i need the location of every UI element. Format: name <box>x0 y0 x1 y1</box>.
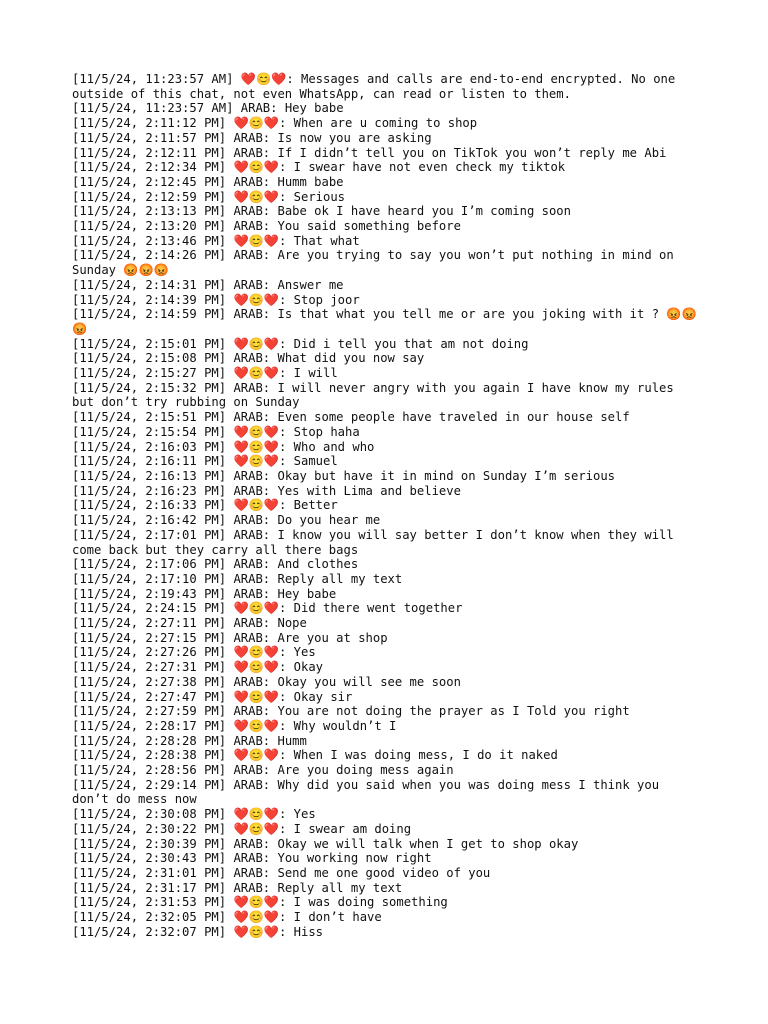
chat-message: [11/5/24, 2:11:57 PM] ARAB: Is now you are asking <box>72 130 432 145</box>
chat-message: [11/5/24, 2:12:59 PM] ❤️😊❤️: Serious <box>72 189 346 204</box>
message-text: Hey babe <box>284 101 344 116</box>
message-timestamp: [11/5/24, 2:27:26 PM] <box>72 645 227 660</box>
chat-message: [11/5/24, 2:17:06 PM] ARAB: And clothes <box>72 557 359 572</box>
chat-message: [11/5/24, 2:30:43 PM] ARAB: You working now right <box>72 851 432 866</box>
message-sender: ❤️😊❤️ <box>233 424 279 439</box>
message-timestamp: [11/5/24, 2:14:26 PM] <box>72 248 227 263</box>
chat-message: [11/5/24, 2:14:31 PM] ARAB: Answer me <box>72 277 344 292</box>
chat-message: [11/5/24, 2:27:38 PM] ARAB: Okay you will see me soon <box>72 674 461 689</box>
message-text: Humm babe <box>277 174 344 189</box>
message-sender: ARAB <box>233 865 263 880</box>
message-text: Nope <box>277 616 307 631</box>
chat-message: [11/5/24, 11:23:57 AM] ARAB: Hey babe <box>72 101 344 116</box>
chat-message: [11/5/24, 2:28:56 PM] ARAB: Are you doing mess again <box>72 763 454 778</box>
message-sender: ARAB <box>233 527 263 542</box>
chat-message: [11/5/24, 2:16:03 PM] ❤️😊❤️: Who and who <box>72 439 375 454</box>
chat-message: [11/5/24, 2:15:51 PM] ARAB: Even some people have traveled in our house self <box>72 410 630 425</box>
message-sender: ❤️😊❤️ <box>240 72 287 86</box>
chat-message: [11/5/24, 2:28:28 PM] ARAB: Humm <box>72 733 307 748</box>
chat-message: [11/5/24, 2:31:53 PM] ❤️😊❤️: I was doing something <box>72 895 448 910</box>
message-text: Yes <box>293 807 316 822</box>
chat-message: [11/5/24, 2:27:26 PM] ❤️😊❤️: Yes <box>72 645 316 660</box>
chat-message: [11/5/24, 11:23:57 AM] ❤️😊❤️: Messages and calls are end-to-end encrypted. No one outside of this chat, not even WhatsApp, can read or listen to them. <box>72 72 683 101</box>
chat-message: [11/5/24, 2:32:07 PM] ❤️😊❤️: Hiss <box>72 924 324 939</box>
message-sender: ❤️😊❤️ <box>233 910 279 925</box>
message-text: Babe ok I have heard you I’m coming soon <box>277 204 571 219</box>
message-timestamp: [11/5/24, 2:30:39 PM] <box>72 836 227 851</box>
message-sender: ❤️😊❤️ <box>233 821 279 836</box>
message-timestamp: [11/5/24, 2:31:17 PM] <box>72 880 227 895</box>
message-text: Okay <box>293 660 324 675</box>
message-text: Are you doing mess again <box>277 763 454 778</box>
chat-message: [11/5/24, 2:16:42 PM] ARAB: Do you hear me <box>72 513 381 528</box>
chat-message: [11/5/24, 2:14:59 PM] ARAB: Is that what you tell me or are you joking with it ? 😡😡😡 <box>72 307 697 336</box>
message-sender: ARAB <box>233 277 263 292</box>
message-text: Even some people have traveled in our house self <box>277 410 630 425</box>
message-timestamp: [11/5/24, 2:19:43 PM] <box>72 586 227 601</box>
message-timestamp: [11/5/24, 2:16:23 PM] <box>72 483 227 498</box>
message-timestamp: [11/5/24, 2:29:14 PM] <box>72 777 227 792</box>
message-timestamp: [11/5/24, 2:24:15 PM] <box>72 601 227 616</box>
message-sender: ❤️😊❤️ <box>233 601 279 616</box>
message-timestamp: [11/5/24, 2:28:28 PM] <box>72 733 227 748</box>
message-sender: ❤️😊❤️ <box>233 498 279 513</box>
message-sender: ❤️😊❤️ <box>233 336 279 351</box>
message-text: Send me one good video of you <box>277 865 491 880</box>
message-timestamp: [11/5/24, 2:17:10 PM] <box>72 571 227 586</box>
message-sender: ARAB <box>233 351 263 366</box>
message-timestamp: [11/5/24, 2:31:53 PM] <box>72 895 227 910</box>
chat-message: [11/5/24, 2:17:01 PM] ARAB: I know you will say better I don’t know when they will come back but they carry all there bags <box>72 527 682 557</box>
chat-message: [11/5/24, 2:17:10 PM] ARAB: Reply all my text <box>72 571 403 586</box>
chat-message: [11/5/24, 2:31:01 PM] ARAB: Send me one good video of you <box>72 865 491 880</box>
chat-message: [11/5/24, 2:30:22 PM] ❤️😊❤️: I swear am doing <box>72 821 412 836</box>
message-text: I will <box>293 366 338 381</box>
message-timestamp: [11/5/24, 2:30:43 PM] <box>72 851 227 866</box>
message-timestamp: [11/5/24, 2:27:47 PM] <box>72 689 227 704</box>
message-sender: ❤️😊❤️ <box>233 454 279 469</box>
message-timestamp: [11/5/24, 2:17:06 PM] <box>72 557 227 572</box>
message-text: Stop haha <box>293 424 360 439</box>
message-text: What did you now say <box>277 351 425 366</box>
message-sender: ❤️😊❤️ <box>233 160 279 175</box>
message-sender: ARAB <box>233 513 263 528</box>
message-sender: ARAB <box>233 704 263 719</box>
message-timestamp: [11/5/24, 2:16:03 PM] <box>72 439 227 454</box>
chat-message: [11/5/24, 2:27:11 PM] ARAB: Nope <box>72 616 307 631</box>
chat-message: [11/5/24, 2:30:39 PM] ARAB: Okay we will talk when I get to shop okay <box>72 836 579 851</box>
message-text: If I didn’t tell you on TikTok you won’t reply me Abi <box>277 145 667 160</box>
chat-message: [11/5/24, 2:12:11 PM] ARAB: If I didn’t tell you on TikTok you won’t reply me Abi <box>72 145 667 160</box>
message-sender: ARAB <box>233 204 263 219</box>
message-timestamp: [11/5/24, 2:27:15 PM] <box>72 630 227 645</box>
chat-message: [11/5/24, 2:27:59 PM] ARAB: You are not doing the prayer as I Told you right <box>72 704 630 719</box>
message-text: I swear am doing <box>293 821 412 836</box>
message-sender: ❤️😊❤️ <box>233 748 279 763</box>
message-timestamp: [11/5/24, 2:16:13 PM] <box>72 468 227 483</box>
message-text: Yes with Lima and believe <box>277 483 461 498</box>
message-sender: ARAB <box>233 410 263 425</box>
message-sender: ARAB <box>233 733 263 748</box>
chat-message: [11/5/24, 2:12:34 PM] ❤️😊❤️: I swear have not even check my tiktok <box>72 160 566 175</box>
chat-transcript <box>72 72 697 939</box>
message-timestamp: [11/5/24, 2:12:45 PM] <box>72 174 227 189</box>
chat-message: [11/5/24, 2:24:15 PM] ❤️😊❤️: Did there went together <box>72 601 463 616</box>
message-text: Is now you are asking <box>277 130 432 145</box>
message-text: Okay but have it in mind on Sunday I’m serious <box>277 468 616 483</box>
message-sender: ARAB <box>233 468 263 483</box>
message-text: Did there went together <box>293 601 463 616</box>
chat-message: [11/5/24, 2:15:08 PM] ARAB: What did you now say <box>72 351 425 366</box>
message-sender: ARAB <box>233 483 263 498</box>
chat-message: [11/5/24, 2:30:08 PM] ❤️😊❤️: Yes <box>72 807 316 822</box>
message-text: Reply all my text <box>277 880 403 895</box>
message-text: Okay you will see me soon <box>277 674 461 689</box>
message-timestamp: [11/5/24, 2:16:33 PM] <box>72 498 227 513</box>
message-timestamp: [11/5/24, 2:13:13 PM] <box>72 204 227 219</box>
chat-message: [11/5/24, 2:16:13 PM] ARAB: Okay but have it in mind on Sunday I’m serious <box>72 468 616 483</box>
chat-message: [11/5/24, 2:29:14 PM] ARAB: Why did you said when you was doing mess I think you don’t do mess now <box>72 777 667 807</box>
message-sender: ❤️😊❤️ <box>233 807 279 822</box>
message-text: Is that what you tell me or are you joking with it ? 😡😡😡 <box>72 307 697 336</box>
message-timestamp: [11/5/24, 2:15:01 PM] <box>72 336 227 351</box>
message-text: Why did you said when you was doing mess I think you don’t do mess now <box>72 777 667 807</box>
message-timestamp: [11/5/24, 2:15:54 PM] <box>72 424 227 439</box>
message-text: Reply all my text <box>277 571 403 586</box>
message-sender: ARAB <box>233 616 263 631</box>
message-sender: ARAB <box>233 674 263 689</box>
message-text: That what <box>293 233 360 248</box>
message-text: Messages and calls are end-to-end encrypted. No one outside of this chat, not even WhatsApp, can read or listen to them. <box>72 72 683 101</box>
message-timestamp: [11/5/24, 2:16:42 PM] <box>72 513 227 528</box>
message-text: I don’t have <box>293 910 382 925</box>
message-text: Okay sir <box>293 689 353 704</box>
message-timestamp: [11/5/24, 2:14:59 PM] <box>72 307 227 322</box>
message-sender: ARAB <box>233 763 263 778</box>
message-sender: ❤️😊❤️ <box>233 189 279 204</box>
message-text: Yes <box>293 645 316 660</box>
message-sender: ARAB <box>233 777 263 792</box>
message-text: Did i tell you that am not doing <box>293 336 529 351</box>
message-text: I swear have not even check my tiktok <box>293 160 566 175</box>
message-text: When I was doing mess, I do it naked <box>293 748 558 763</box>
message-sender: ❤️😊❤️ <box>233 439 279 454</box>
message-text: Hiss <box>293 924 324 939</box>
chat-message: [11/5/24, 2:11:12 PM] ❤️😊❤️: When are u coming to shop <box>72 116 478 131</box>
message-sender: ARAB <box>233 836 263 851</box>
message-text: I know you will say better I don’t know when they will come back but they carry all there bags <box>72 527 682 557</box>
message-sender: ❤️😊❤️ <box>233 233 279 248</box>
message-timestamp: [11/5/24, 2:28:38 PM] <box>72 748 227 763</box>
message-sender: ARAB <box>233 130 263 145</box>
message-timestamp: [11/5/24, 11:23:57 AM] <box>72 72 234 86</box>
chat-message: [11/5/24, 2:13:13 PM] ARAB: Babe ok I have heard you I’m coming soon <box>72 204 571 219</box>
chat-message: [11/5/24, 2:13:20 PM] ARAB: You said something before <box>72 219 461 234</box>
message-timestamp: [11/5/24, 2:15:08 PM] <box>72 351 227 366</box>
chat-message: [11/5/24, 2:12:45 PM] ARAB: Humm babe <box>72 174 344 189</box>
message-text: Serious <box>293 189 346 204</box>
message-sender: ❤️😊❤️ <box>233 292 279 307</box>
message-timestamp: [11/5/24, 2:11:12 PM] <box>72 116 227 131</box>
message-text: Hey babe <box>277 586 337 601</box>
message-timestamp: [11/5/24, 2:13:20 PM] <box>72 219 227 234</box>
message-sender: ARAB <box>233 851 263 866</box>
chat-message: [11/5/24, 2:28:38 PM] ❤️😊❤️: When I was doing mess, I do it naked <box>72 748 558 763</box>
message-text: You said something before <box>277 219 461 234</box>
message-sender: ARAB <box>233 380 263 395</box>
message-timestamp: [11/5/24, 2:12:11 PM] <box>72 145 227 160</box>
message-text: You are not doing the prayer as I Told you right <box>277 704 630 719</box>
message-timestamp: [11/5/24, 2:15:32 PM] <box>72 380 227 395</box>
message-text: Okay we will talk when I get to shop okay <box>277 836 579 851</box>
message-timestamp: [11/5/24, 2:16:11 PM] <box>72 454 227 469</box>
message-timestamp: [11/5/24, 2:12:59 PM] <box>72 189 227 204</box>
chat-message: [11/5/24, 2:27:47 PM] ❤️😊❤️: Okay sir <box>72 689 353 704</box>
message-timestamp: [11/5/24, 2:17:01 PM] <box>72 527 227 542</box>
chat-message: [11/5/24, 2:27:15 PM] ARAB: Are you at shop <box>72 630 388 645</box>
message-text: I will never angry with you again I have know my rules but don’t try rubbing on Sunday <box>72 380 682 410</box>
message-sender: ARAB <box>233 248 263 263</box>
message-timestamp: [11/5/24, 2:12:34 PM] <box>72 160 227 175</box>
chat-message: [11/5/24, 2:16:23 PM] ARAB: Yes with Lima and believe <box>72 483 461 498</box>
message-timestamp: [11/5/24, 2:15:51 PM] <box>72 410 227 425</box>
message-sender: ❤️😊❤️ <box>233 895 279 910</box>
message-timestamp: [11/5/24, 2:27:38 PM] <box>72 674 227 689</box>
message-text: And clothes <box>277 557 359 572</box>
message-text: Better <box>293 498 338 513</box>
message-sender: ARAB <box>233 571 263 586</box>
message-timestamp: [11/5/24, 2:30:22 PM] <box>72 821 227 836</box>
message-timestamp: [11/5/24, 2:11:57 PM] <box>72 130 227 145</box>
chat-message: [11/5/24, 2:15:32 PM] ARAB: I will never angry with you again I have know my rules but don’t try rubbing on Sunday <box>72 380 682 410</box>
message-timestamp: [11/5/24, 2:13:46 PM] <box>72 233 227 248</box>
chat-message: [11/5/24, 2:13:46 PM] ❤️😊❤️: That what <box>72 233 360 248</box>
message-text: Humm <box>277 733 307 748</box>
message-text: Why wouldn’t I <box>293 718 397 733</box>
message-timestamp: [11/5/24, 2:15:27 PM] <box>72 366 227 381</box>
chat-message: [11/5/24, 2:15:27 PM] ❤️😊❤️: I will <box>72 366 338 381</box>
message-timestamp: [11/5/24, 2:27:31 PM] <box>72 660 227 675</box>
message-sender: ARAB <box>233 557 263 572</box>
chat-message: [11/5/24, 2:19:43 PM] ARAB: Hey babe <box>72 586 337 601</box>
message-timestamp: [11/5/24, 2:27:11 PM] <box>72 616 227 631</box>
message-sender: ❤️😊❤️ <box>233 660 279 675</box>
message-sender: ❤️😊❤️ <box>233 366 279 381</box>
message-text: You working now right <box>277 851 432 866</box>
message-timestamp: [11/5/24, 2:28:17 PM] <box>72 718 227 733</box>
message-timestamp: [11/5/24, 2:32:05 PM] <box>72 910 227 925</box>
chat-message: [11/5/24, 2:15:01 PM] ❤️😊❤️: Did i tell you that am not doing <box>72 336 529 351</box>
chat-message: [11/5/24, 2:31:17 PM] ARAB: Reply all my text <box>72 880 403 895</box>
message-timestamp: [11/5/24, 2:32:07 PM] <box>72 924 227 939</box>
message-sender: ARAB <box>233 880 263 895</box>
chat-message: [11/5/24, 2:16:11 PM] ❤️😊❤️: Samuel <box>72 454 338 469</box>
message-sender: ❤️😊❤️ <box>233 645 279 660</box>
message-text: Do you hear me <box>277 513 381 528</box>
message-sender: ❤️😊❤️ <box>233 689 279 704</box>
chat-message: [11/5/24, 2:14:39 PM] ❤️😊❤️: Stop joor <box>72 292 360 307</box>
chat-message: [11/5/24, 2:14:26 PM] ARAB: Are you trying to say you won’t put nothing in mind on Sunday 😡😡😡 <box>72 248 682 278</box>
message-timestamp: [11/5/24, 2:14:39 PM] <box>72 292 227 307</box>
message-sender: ❤️😊❤️ <box>233 718 279 733</box>
message-timestamp: [11/5/24, 2:27:59 PM] <box>72 704 227 719</box>
message-sender: ARAB <box>233 586 263 601</box>
message-timestamp: [11/5/24, 2:30:08 PM] <box>72 807 227 822</box>
message-timestamp: [11/5/24, 2:14:31 PM] <box>72 277 227 292</box>
message-timestamp: [11/5/24, 11:23:57 AM] <box>72 101 234 116</box>
message-sender: ❤️😊❤️ <box>233 116 279 131</box>
message-text: Who and who <box>293 439 375 454</box>
message-text: I was doing something <box>293 895 448 910</box>
message-text: Stop joor <box>293 292 360 307</box>
message-text: Answer me <box>277 277 344 292</box>
chat-message: [11/5/24, 2:15:54 PM] ❤️😊❤️: Stop haha <box>72 424 360 439</box>
message-sender: ARAB <box>240 101 271 116</box>
chat-message: [11/5/24, 2:32:05 PM] ❤️😊❤️: I don’t have <box>72 910 382 925</box>
message-sender: ARAB <box>233 630 263 645</box>
message-text: When are u coming to shop <box>293 116 478 131</box>
message-timestamp: [11/5/24, 2:28:56 PM] <box>72 763 227 778</box>
message-text: Are you at shop <box>277 630 388 645</box>
message-sender: ARAB <box>233 219 263 234</box>
chat-message: [11/5/24, 2:16:33 PM] ❤️😊❤️: Better <box>72 498 338 513</box>
message-sender: ARAB <box>233 307 263 322</box>
message-sender: ARAB <box>233 174 263 189</box>
message-sender: ARAB <box>233 145 263 160</box>
message-sender: ❤️😊❤️ <box>233 924 279 939</box>
message-timestamp: [11/5/24, 2:31:01 PM] <box>72 865 227 880</box>
chat-message: [11/5/24, 2:28:17 PM] ❤️😊❤️: Why wouldn’t I <box>72 718 397 733</box>
message-text: Samuel <box>293 454 338 469</box>
chat-message: [11/5/24, 2:27:31 PM] ❤️😊❤️: Okay <box>72 660 324 675</box>
message-text: Are you trying to say you won’t put nothing in mind on Sunday 😡😡😡 <box>72 248 682 278</box>
